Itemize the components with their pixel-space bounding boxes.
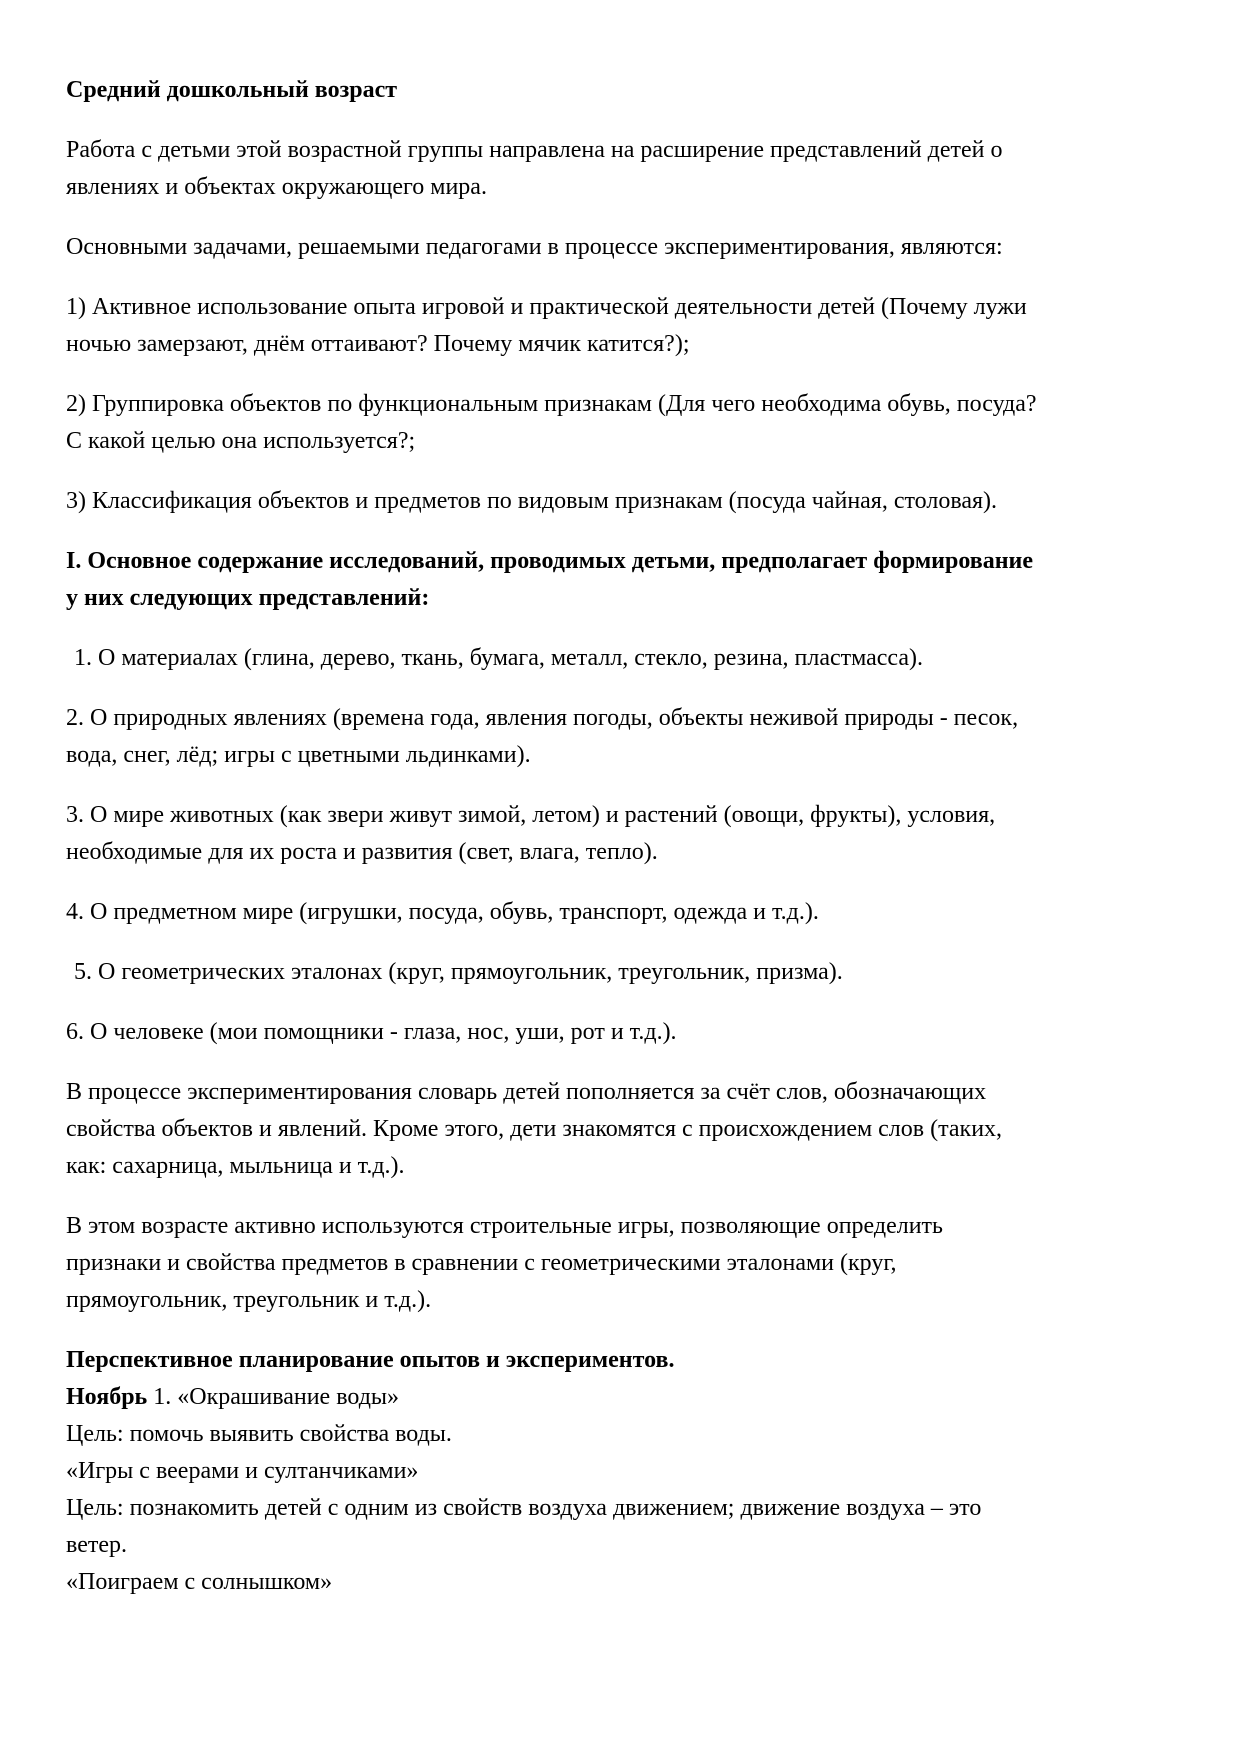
planning-month-label: Ноябрь: [66, 1384, 148, 1410]
planning-section: [66, 1342, 1041, 1601]
list-item-6: 6. О человеке (мои помощники - глаза, нос, уши, рот и т.д.).: [66, 1019, 677, 1045]
planning-month-text: 1. «Окрашивание воды»: [147, 1384, 400, 1410]
list-item-4: 4. О предметном мире (игрушки, посуда, обувь, транспорт, одежда и т.д.).: [66, 899, 819, 925]
planning-line-game-2: «Поиграем с солнышком»: [66, 1569, 333, 1595]
paragraph-task-2: 2) Группировка объектов по функциональным признакам (Для чего необходима обувь, посуда? С какой целью она используется?;: [66, 391, 1037, 454]
document-content: [66, 72, 1041, 1601]
list-item-5: 5. О геометрических эталонах (круг, прямоугольник, треугольник, призма).: [74, 959, 843, 985]
paragraph-intro: Работа с детьми этой возрастной группы направлена на расширение представлений детей о явлениях и объектах окружающего мира.: [66, 137, 1003, 200]
paragraph-building-games: В этом возрасте активно используются строительные игры, позволяющие определить признаки и свойства предметов в сравнении с геометрическими эталонами (круг, прямоугольник, треугольник и т.д.).: [66, 1213, 943, 1313]
planning-line-game-1: «Игры с веерами и султанчиками»: [66, 1458, 419, 1484]
paragraph-vocabulary: В процессе экспериментирования словарь детей пополняется за счёт слов, обозначающих свойства объектов и явлений. Кроме этого, дети знакомятся с происхождением слов (таких, как: сахарница, мыльница и т.д.).: [66, 1079, 1003, 1179]
planning-heading: Перспективное планирование опытов и экспериментов.: [66, 1347, 675, 1373]
planning-month-line: [66, 1379, 1041, 1416]
list-item-2: 2. О природных явлениях (времена года, явления погоды, объекты неживой природы - песок, вода, снег, лёд; игры с цветными льдинками).: [66, 705, 1019, 768]
paragraph-task-1: 1) Активное использование опыта игровой и практической деятельности детей (Почему лужи ночью замерзают, днём оттаивают? Почему мячик катится?);: [66, 294, 1027, 357]
planning-line-goal-1: Цель: помочь выявить свойства воды.: [66, 1421, 452, 1447]
planning-line-goal-2: Цель: познакомить детей с одним из свойств воздуха движением; движение воздуха – это ветер.: [66, 1495, 982, 1558]
document-title: Средний дошкольный возраст: [66, 77, 398, 103]
list-item-1: 1. О материалах (глина, дерево, ткань, бумага, металл, стекло, резина, пластмасса).: [74, 645, 924, 671]
paragraph-task-3: 3) Классификация объектов и предметов по видовым признакам (посуда чайная, столовая).: [66, 488, 998, 514]
section-heading: I. Основное содержание исследований, проводимых детьми, предполагает формирование у них следующих представлений:: [66, 548, 1034, 611]
list-item-3: 3. О мире животных (как звери живут зимой, летом) и растений (овощи, фрукты), условия, необходимые для их роста и развития (свет, влага, тепло).: [66, 802, 996, 865]
paragraph-tasks-lead: Основными задачами, решаемыми педагогами в процессе экспериментирования, являются:: [66, 234, 1003, 260]
